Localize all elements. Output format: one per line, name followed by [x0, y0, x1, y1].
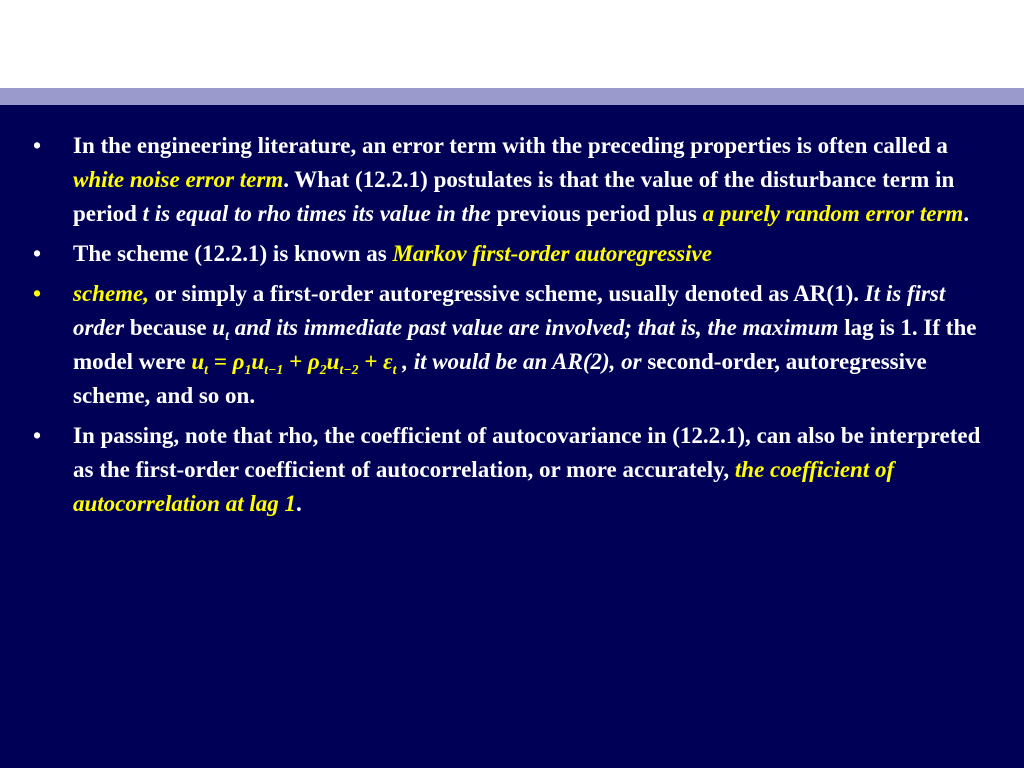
slide-body [0, 105, 1024, 768]
bullet-text-segment: In passing, note that rho, the coefficient of autocovariance in (12.2.1), can also be interpreted as the first-order coefficient of autocorrelation, or more accurately, [73, 423, 981, 482]
bullet-text-segment: It is first order [73, 281, 946, 340]
bullet-text-segment: u [251, 349, 265, 374]
bullet-list [0, 129, 1024, 527]
bullet-text-segment: u [191, 349, 205, 374]
bullet-text-segment: t−1 [264, 361, 284, 377]
bullet-text-segment: or simply a first-order autoregressive scheme, usually denoted as AR(1). [149, 281, 865, 306]
bullet-text-segment: the coefficient of autocorrelation at lag 1 [73, 457, 895, 516]
bullet-text-segment: because [124, 315, 213, 340]
bullet-text-segment: u [326, 349, 340, 374]
bullet-text-segment: , it would be an AR(2), or [396, 349, 642, 374]
bullet-text-segment: The scheme (12.2.1) is known as [73, 241, 393, 266]
bullet-text-segment: lag is 1. If the model were [73, 315, 977, 374]
bullet-text-segment: 1 [244, 361, 252, 377]
bullet-text-segment: + ρ [283, 349, 320, 374]
bullet-text-segment: t−2 [339, 361, 359, 377]
bullet-text-segment: 2 [319, 361, 327, 377]
bullet-text-segment: and its immediate past value are involved; that is, the maximum [228, 315, 839, 340]
bullet-text-segment: a purely random error term [702, 201, 964, 226]
bullet-text-segment: In the engineering literature, an error term with the preceding properties is often called a [73, 133, 948, 158]
bullet-text-segment: t is equal to rho times its value in the [142, 201, 491, 226]
bullet-text-segment: . What (12.2.1) postulates is that the value of the disturbance term in period [73, 167, 955, 226]
bullet-item [0, 237, 1024, 271]
bullet-dot-icon: • [33, 423, 42, 448]
bullet-text-segment: u [212, 315, 226, 340]
bullet-text-segment: t [392, 361, 397, 377]
bullet-dot-icon: • [33, 281, 42, 306]
bullet-text-segment: . [296, 491, 302, 516]
bullet-text-segment: previous period plus [490, 201, 703, 226]
bullet-text-segment: t [225, 327, 229, 343]
bullet-text-segment: . [963, 201, 970, 226]
bullet-item [0, 129, 1024, 231]
bullet-text-segment: second-order, autoregressive scheme, and so on. [73, 349, 927, 408]
bullet-text-segment: Markov first-order autoregressive [392, 241, 712, 266]
bullet-text-segment: = ρ [208, 349, 245, 374]
bullet-item [0, 419, 1024, 521]
bullet-text-segment: scheme, [73, 281, 150, 306]
bullet-text-segment: t [204, 361, 209, 377]
header-stripe [0, 88, 1024, 105]
bullet-dot-icon: • [33, 133, 42, 158]
bullet-dot-icon: • [33, 241, 42, 266]
bullet-item [0, 277, 1024, 413]
bullet-text-segment: + ε [358, 349, 393, 374]
bullet-text-segment: white noise error term [73, 167, 284, 192]
slide-header-blank [0, 0, 1024, 88]
